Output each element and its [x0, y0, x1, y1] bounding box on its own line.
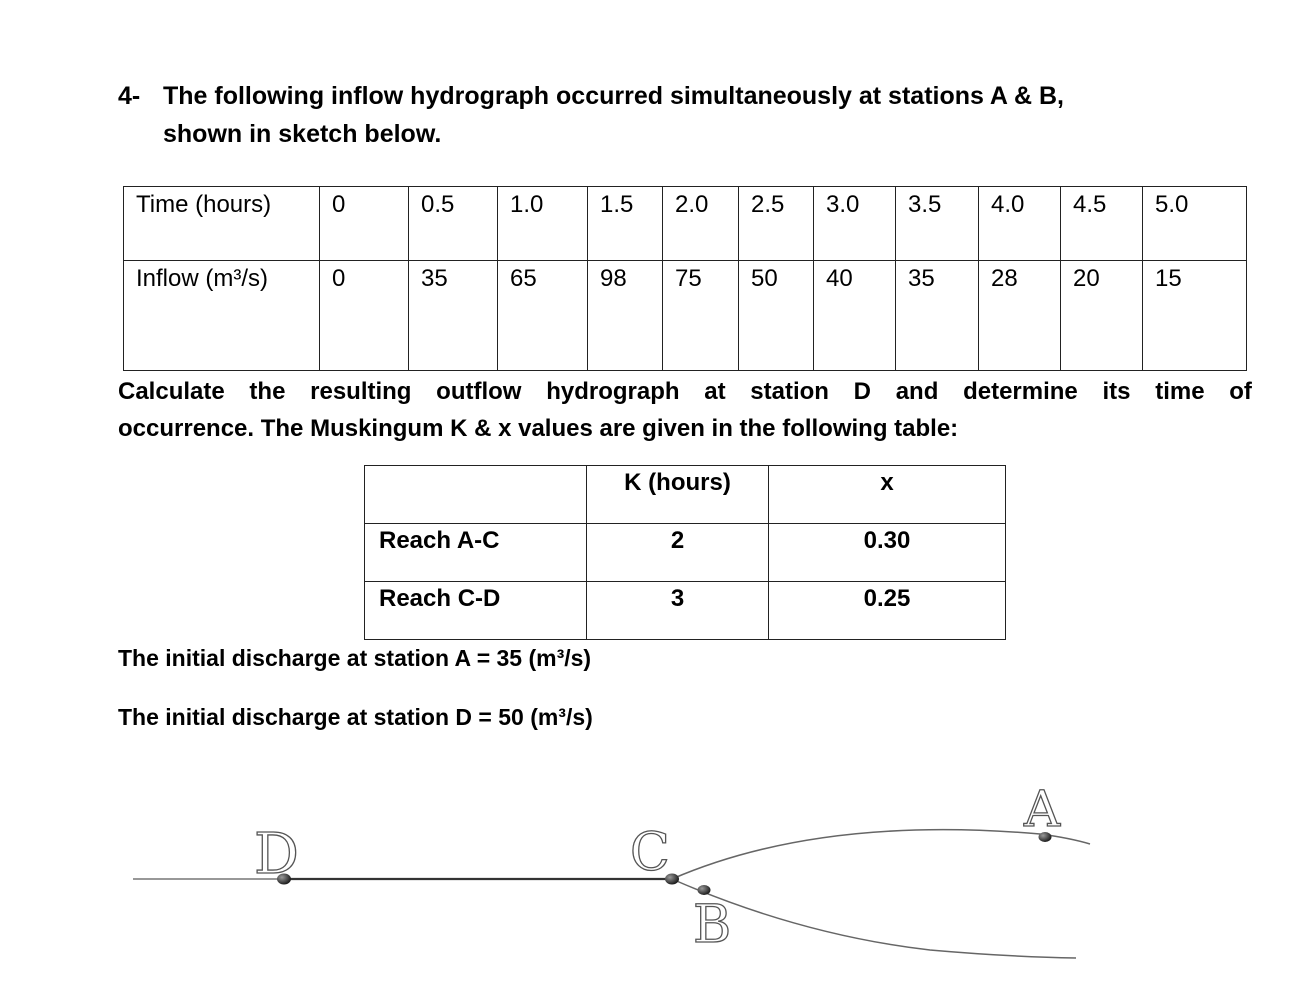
initial-discharge-d: The initial discharge at station D = 50 (m³/s) [118, 704, 593, 730]
instruction-word: D [853, 378, 871, 405]
instruction-word: time [1155, 378, 1205, 405]
initial-discharge-a: The initial discharge at station A = 35 (m³/s) [118, 645, 592, 671]
k-value: 2 [587, 524, 769, 582]
instruction-word: Calculate [118, 378, 225, 405]
time-cell: 4.0 [979, 187, 1061, 261]
reach-label: Reach C-D [365, 582, 587, 640]
inflow-cell: 20 [1061, 261, 1143, 371]
time-cell: 1.0 [498, 187, 588, 261]
instruction-line2: occurrence. The Muskingum K & x values are given in the following table: [118, 415, 959, 442]
muskingum-header-row [365, 466, 1006, 524]
time-cell: 4.5 [1061, 187, 1143, 261]
question-text-line2: shown in sketch below. [163, 120, 442, 148]
river-network-sketch [0, 760, 1294, 1000]
instruction-word: at [704, 378, 726, 405]
instruction-word: the [249, 378, 286, 405]
inflow-cell: 0 [320, 261, 409, 371]
time-cell: 0.5 [409, 187, 498, 261]
station-b-label: B [693, 895, 732, 955]
inflow-cell: 98 [588, 261, 663, 371]
time-cell: 0 [320, 187, 409, 261]
inflow-hydrograph-table [123, 186, 1247, 371]
time-cell: 3.0 [814, 187, 896, 261]
inflow-cell: 35 [896, 261, 979, 371]
time-label: Time (hours) [124, 187, 320, 261]
inflow-cell: 75 [663, 261, 739, 371]
muskingum-row [365, 582, 1006, 640]
inflow-cell: 40 [814, 261, 896, 371]
reach-label: Reach A-C [365, 524, 587, 582]
instruction-word: station [750, 378, 829, 405]
instruction-word: and [895, 378, 939, 405]
time-cell: 1.5 [588, 187, 663, 261]
station-d-label: D [254, 822, 299, 887]
station-a-label: A [1024, 780, 1061, 838]
header-x: x [769, 466, 1006, 524]
instruction-word: hydrograph [546, 378, 680, 405]
station-c-label: C [630, 823, 670, 883]
muskingum-row [365, 524, 1006, 582]
inflow-cell: 28 [979, 261, 1061, 371]
instruction-word: its [1102, 378, 1131, 405]
station-b-node [698, 885, 711, 895]
time-cell: 5.0 [1143, 187, 1247, 261]
x-value: 0.30 [769, 524, 1006, 582]
instruction-word: determine [963, 378, 1078, 405]
instruction-paragraph [118, 373, 1252, 447]
muskingum-table [364, 465, 1006, 640]
time-cell: 2.5 [739, 187, 814, 261]
time-cell: 3.5 [896, 187, 979, 261]
inflow-cell: 15 [1143, 261, 1247, 371]
header-k: K (hours) [587, 466, 769, 524]
instruction-word: outflow [436, 378, 522, 405]
inflow-label: Inflow (m³/s) [124, 261, 320, 371]
question-number: 4- [118, 82, 141, 110]
inflow-row [124, 261, 1247, 371]
instruction-line1 [118, 373, 1252, 410]
time-row [124, 187, 1247, 261]
k-value: 3 [587, 582, 769, 640]
x-value: 0.25 [769, 582, 1006, 640]
inflow-cell: 65 [498, 261, 588, 371]
instruction-word: resulting [310, 378, 412, 405]
river-branch-b [672, 879, 1076, 958]
header-blank-cell [365, 466, 587, 524]
question-text-line1: The following inflow hydrograph occurred simultaneously at stations A & B, [163, 82, 1065, 110]
inflow-cell: 50 [739, 261, 814, 371]
time-cell: 2.0 [663, 187, 739, 261]
inflow-cell: 35 [409, 261, 498, 371]
instruction-word: of [1229, 378, 1252, 405]
